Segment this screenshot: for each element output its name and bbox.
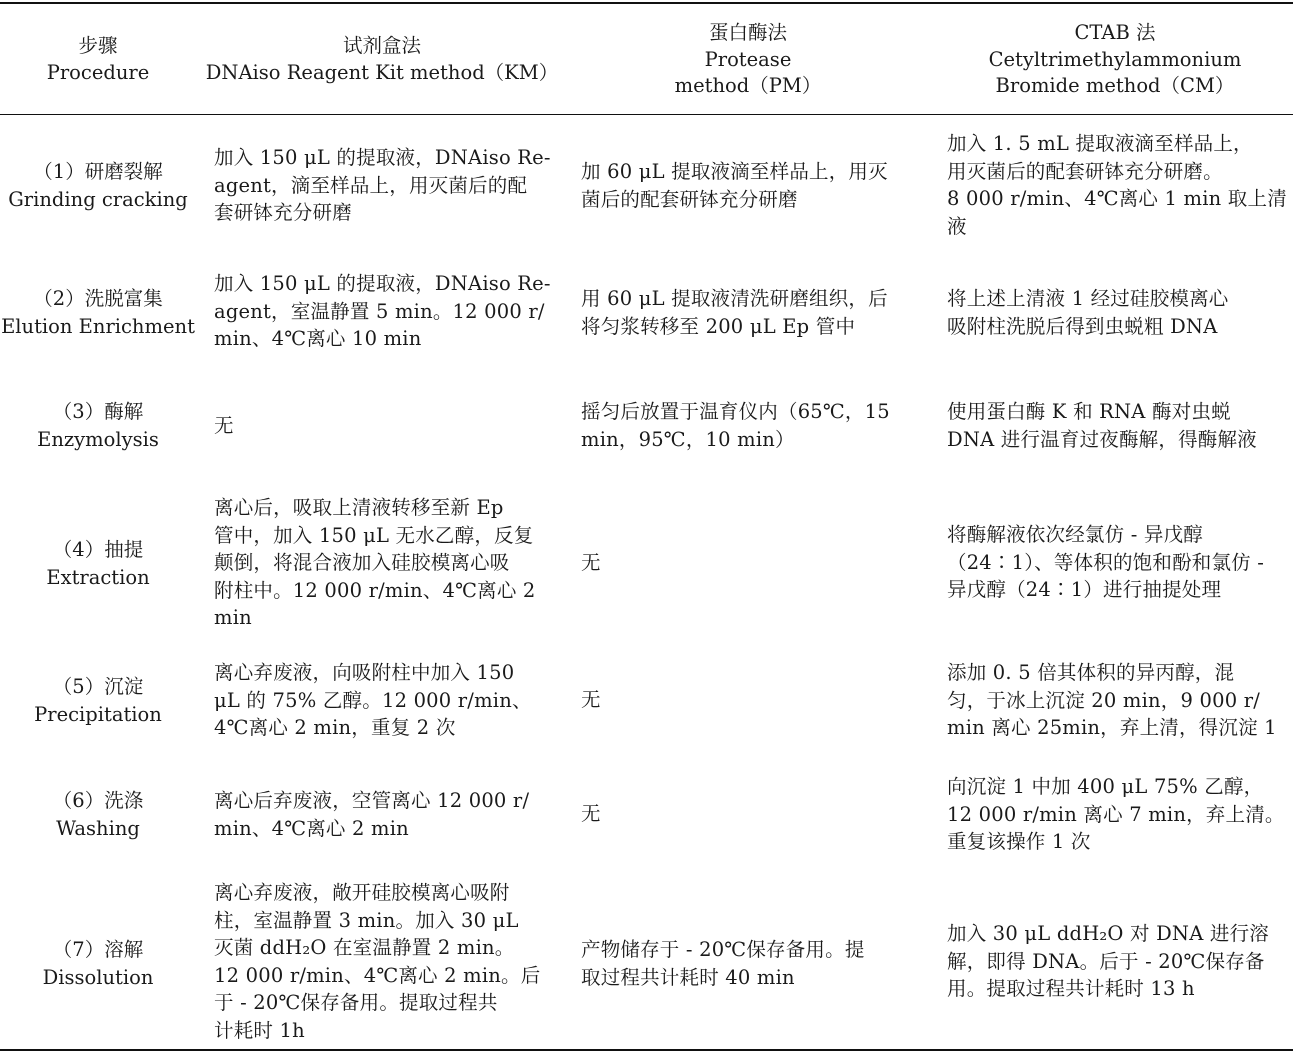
cell-line: 匀，于冰上沉淀 20 min，9 000 r/: [947, 688, 1261, 712]
step-label-en: Dissolution: [42, 965, 154, 989]
cell-line: 将匀浆转移至 200 μL Ep 管中: [581, 314, 856, 338]
cell-line: agent，室温静置 5 min。12 000 r/: [214, 299, 545, 323]
cell-line: 液: [947, 214, 967, 238]
pm-cell: [581, 686, 921, 714]
step-label-zh: （2）洗脱富集: [33, 287, 163, 310]
cell-line: 灭菌 ddH₂O 在室温静置 2 min。: [214, 936, 515, 960]
cell-line: 将酶解液依次经氯仿 - 异戊醇: [947, 523, 1203, 546]
km-cell: [214, 412, 554, 440]
km-cell: [214, 879, 554, 1045]
cm-cell: [947, 521, 1287, 604]
cell-line: 加入 30 μL ddH₂O 对 DNA 进行溶: [947, 922, 1269, 945]
km-cell: [214, 787, 554, 842]
cell-line: agent，滴至样品上，用灭菌后的配: [214, 173, 528, 197]
header-cm-en1: Cetyltrimethylammonium: [988, 47, 1242, 71]
cm-cell: [947, 285, 1287, 340]
cell-line: 12 000 r/min、4℃离心 2 min。后: [214, 963, 541, 987]
cell-line: 菌后的配套研钵充分研磨: [581, 187, 798, 211]
cm-cell: [947, 130, 1287, 240]
cell-line: 用灭菌后的配套研钵充分研磨。: [947, 159, 1223, 183]
cm-cell: [947, 920, 1287, 1003]
cell-line: 解，即得 DNA。后于 - 20℃保存备: [947, 949, 1265, 973]
km-cell: [214, 659, 554, 742]
pm-cell: [581, 158, 921, 213]
header-pm: [572, 20, 924, 100]
cell-line: 附柱中。12 000 r/min、4℃离心 2: [214, 578, 536, 602]
step-label-zh: （5）沉淀: [52, 675, 144, 698]
cell-line: 4℃离心 2 min，重复 2 次: [214, 716, 456, 740]
pm-cell: [581, 800, 921, 828]
cell-line: 添加 0. 5 倍其体积的异丙醇，混: [947, 661, 1235, 684]
cell-line: 异戊醇（24∶1）进行抽提处理: [947, 578, 1222, 602]
cell-line: 套研钵充分研磨: [214, 201, 352, 225]
cell-line: （24∶1）、等体积的饱和酚和氯仿 -: [947, 550, 1265, 574]
step-label-zh: （1）研磨裂解: [33, 160, 163, 183]
header-pm-en1: Protease: [704, 47, 792, 71]
cm-cell: [947, 659, 1287, 742]
cell-line: 摇匀后放置于温育仪内（65℃，15: [581, 400, 890, 423]
pm-cell: [581, 549, 921, 577]
table-row-step: [0, 285, 196, 340]
cell-line: 用。提取过程共计耗时 13 h: [947, 977, 1195, 1001]
step-label-zh: （6）洗涤: [52, 789, 144, 812]
cell-line: min 离心 25min，弃上清，得沉淀 1: [947, 716, 1277, 740]
cell-line: DNA 进行温育过夜酶解，得酶解液: [947, 427, 1257, 451]
header-cm: [940, 20, 1290, 100]
cell-line: 产物储存于 - 20℃保存备用。提: [581, 938, 865, 961]
km-cell: [214, 270, 554, 353]
km-cell: [214, 494, 554, 632]
cell-line: 将上述上清液 1 经过硅胶模离心: [947, 287, 1229, 310]
step-label-en: Elution Enrichment: [1, 314, 195, 338]
km-cell: [214, 144, 554, 227]
cell-line: 8 000 r/min、4℃离心 1 min 取上清: [947, 187, 1287, 211]
cell-line: 离心弃废液，敞开硅胶模离心吸附: [214, 881, 510, 904]
cell-line: 加 60 μL 提取液滴至样品上，用灭: [581, 160, 888, 183]
cell-line: 离心后弃废液，空管离心 12 000 r/: [214, 789, 530, 812]
cm-cell: [947, 773, 1287, 856]
cell-line: 加入 150 μL 的提取液，DNAiso Re-: [214, 146, 551, 169]
table-row-step: [0, 673, 196, 728]
pm-cell: [581, 936, 921, 991]
table-row-step: [0, 536, 196, 591]
header-cm-en2: Bromide method（CM）: [995, 74, 1235, 97]
cell-line: 离心弃废液，向吸附柱中加入 150: [214, 661, 515, 684]
cm-cell: [947, 398, 1287, 453]
cell-line: min: [214, 606, 252, 630]
cell-line: 离心后，吸取上清液转移至新 Ep: [214, 496, 504, 519]
header-km-zh: 试剂盒法: [342, 34, 421, 57]
cell-line: 吸附柱洗脱后得到虫蜕粗 DNA: [947, 314, 1218, 338]
step-label-en: Washing: [56, 816, 140, 840]
table-top-rule: [0, 2, 1293, 4]
cell-line: 向沉淀 1 中加 400 μL 75% 乙醇，: [947, 775, 1264, 798]
header-km: [200, 33, 564, 86]
step-label-zh: （7）溶解: [52, 938, 144, 961]
cell-line: μL 的 75% 乙醇。12 000 r/min、: [214, 688, 532, 712]
table-header-rule: [0, 114, 1293, 115]
cell-line: 于 - 20℃保存备用。提取过程共: [214, 991, 498, 1015]
cell-line: min，95℃，10 min）: [581, 427, 795, 451]
header-procedure-zh: 步骤: [78, 34, 118, 57]
header-procedure-en: Procedure: [46, 60, 150, 84]
cell-line: 重复该操作 1 次: [947, 830, 1091, 854]
step-label-en: Grinding cracking: [8, 187, 188, 211]
cell-line: 加入 150 μL 的提取液，DNAiso Re-: [214, 272, 551, 295]
pm-cell: [581, 285, 921, 340]
header-pm-en2: method（PM）: [674, 74, 822, 97]
cell-line: 计耗时 1h: [214, 1018, 305, 1042]
cell-line: 用 60 μL 提取液清洗研磨组织，后: [581, 287, 888, 310]
cell-line: min、4℃离心 2 min: [214, 816, 409, 840]
step-label-zh: （4）抽提: [52, 538, 144, 561]
cell-line: min、4℃离心 10 min: [214, 327, 422, 351]
cell-line: 加入 1. 5 mL 提取液滴至样品上，: [947, 132, 1253, 155]
cell-line: 柱，室温静置 3 min。加入 30 μL: [214, 908, 519, 932]
header-cm-zh: CTAB 法: [1074, 21, 1156, 44]
header-km-en: DNAiso Reagent Kit method（KM）: [205, 60, 559, 84]
step-label-en: Precipitation: [34, 702, 162, 726]
cell-line: 无: [581, 802, 601, 825]
cell-line: 取过程共计耗时 40 min: [581, 965, 795, 989]
cell-line: 使用蛋白酶 K 和 RNA 酶对虫蜕: [947, 400, 1231, 423]
cell-line: 无: [214, 414, 234, 437]
step-label-en: Enzymolysis: [37, 427, 159, 451]
table-row-step: [0, 787, 196, 842]
table-row-step: [0, 398, 196, 453]
cell-line: 管中，加入 150 μL 无水乙醇，反复: [214, 523, 534, 547]
cell-line: 无: [581, 688, 601, 711]
pm-cell: [581, 398, 921, 453]
step-label-en: Extraction: [46, 565, 150, 589]
header-pm-zh: 蛋白酶法: [708, 21, 787, 44]
table-row-step: [0, 936, 196, 991]
cell-line: 12 000 r/min 离心 7 min，弃上清。: [947, 802, 1285, 826]
table-row-step: [0, 158, 196, 213]
header-procedure: [0, 33, 196, 86]
step-label-zh: （3）酶解: [52, 400, 144, 423]
cell-line: 无: [581, 551, 601, 574]
table-bottom-rule: [0, 1049, 1293, 1051]
cell-line: 颠倒，将混合液加入硅胶模离心吸: [214, 551, 510, 575]
